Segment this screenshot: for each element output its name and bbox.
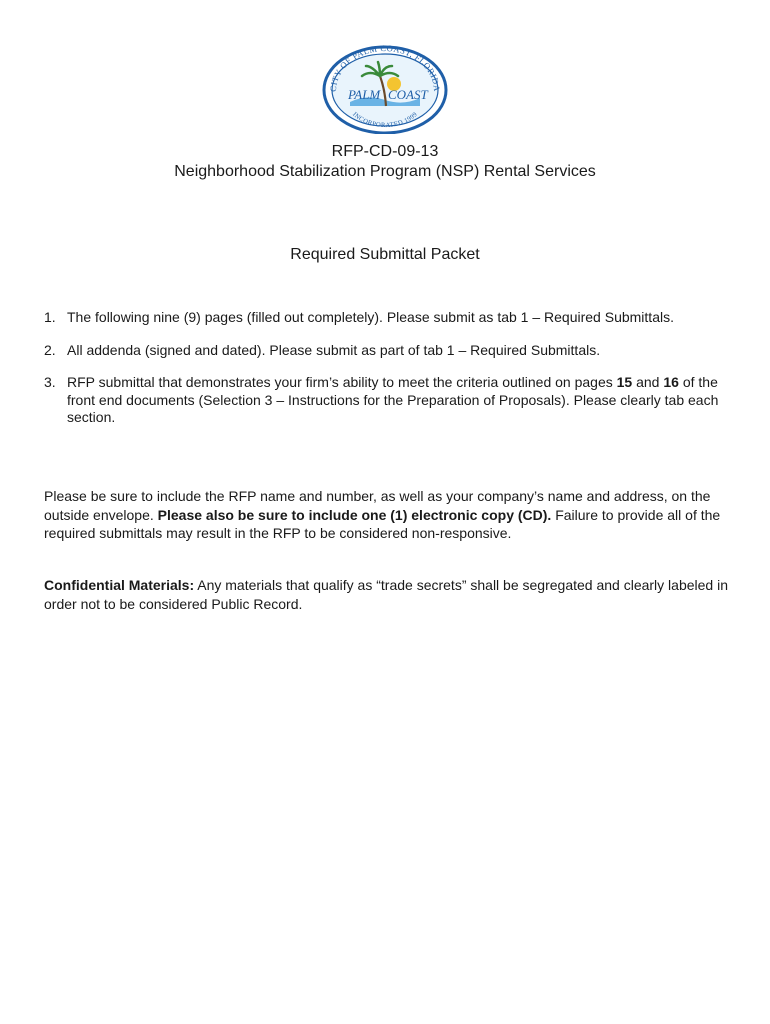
list-item-text: and <box>632 374 664 390</box>
list-item <box>44 309 734 327</box>
confidential-label: Confidential Materials: <box>44 577 195 593</box>
confidential-text: Any materials that qualify as “trade secrets” shall be segregated and clearly labeled in order not to be considered Public Record. <box>44 577 728 612</box>
rfp-number: RFP-CD-09-13 <box>331 143 439 160</box>
page-reference: 15 <box>616 374 633 390</box>
list-item <box>44 374 734 427</box>
svg-text:INCORPORATED 1999: INCORPORATED 1999 <box>351 110 419 130</box>
submittal-items-list <box>44 309 734 427</box>
list-item-text: The following nine (9) pages (filled out completely). Please submit as tab 1 – Required Submittals. <box>67 309 674 325</box>
packet-title: Required Submittal Packet <box>290 246 480 263</box>
list-item-number: 3. <box>44 374 56 390</box>
note-text: Please be sure to include the RFP name and number, as well as your company’s name and address, on the outside envelope. <box>44 488 711 523</box>
submission-note <box>44 487 734 543</box>
document-header <box>0 142 770 182</box>
list-item-text: RFP submittal that demonstrates your firm’s ability to meet the criteria outlined on pages <box>67 374 617 390</box>
list-item-number: 1. <box>44 309 56 325</box>
list-item-text: All addenda (signed and dated). Please submit as part of tab 1 – Required Submittals. <box>67 341 601 358</box>
note-text: Failure to provide all of the required submittals may result in the RFP to be considered non-responsive. <box>44 506 721 541</box>
note-emphasis: Please also be sure to include one (1) electronic copy (CD). <box>157 506 552 523</box>
page-reference: 16 <box>663 374 679 390</box>
svg-text:CITY OF PALM COAST, FLORIDA: CITY OF PALM COAST, FLORIDA <box>327 44 443 93</box>
list-item <box>44 342 734 360</box>
city-seal-logo <box>322 44 448 134</box>
svg-text:PALM: PALM <box>348 87 381 102</box>
svg-text:COAST: COAST <box>388 87 428 102</box>
list-item-number: 2. <box>44 341 56 358</box>
confidential-note <box>44 576 734 613</box>
program-title: Neighborhood Stabilization Program (NSP) Rental Services <box>174 163 596 180</box>
list-item-text: of the front end documents (Selection 3 – Instructions for the Preparation of Proposals). Please clearly tab each section. <box>67 374 719 425</box>
